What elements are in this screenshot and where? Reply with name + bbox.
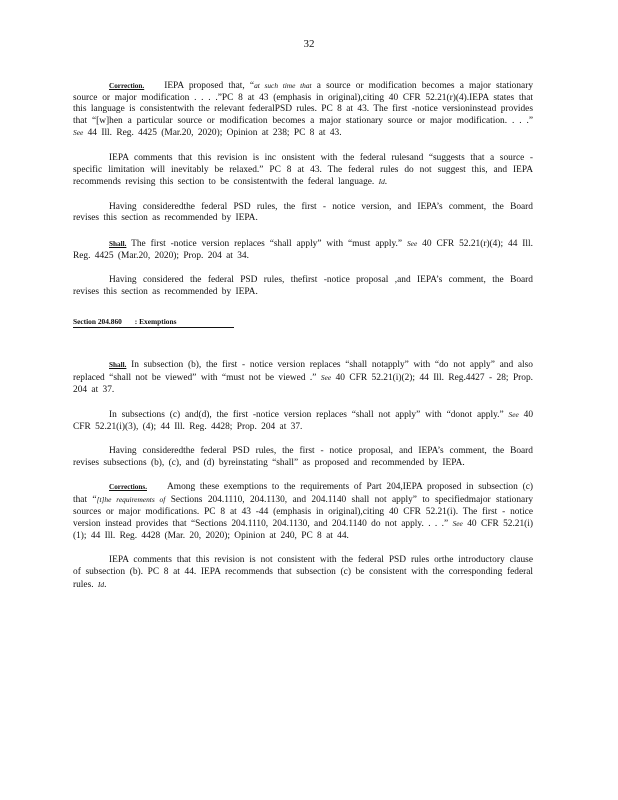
paragraph-text: In subsection (b), the first - notice version replaces “shall notapply” with “do not apply” and also replaced “shall not be viewed” with “must not be viewed .”	[73, 360, 533, 383]
paragraph-text: 40 CFR 52.21(i)(1); 44 Ill. Reg. 4428 (Mar. 20, 2020); Opinion at 240, PC 8 at 44.	[73, 519, 534, 541]
paragraph-shall	[73, 360, 533, 396]
citation-signal: See	[508, 410, 519, 420]
paragraph-text: 44 Ill. Reg. 4425 (Mar.20, 2020); Opinion at 238; PC 8 at 43.	[87, 128, 342, 139]
paragraph-text: IEPA proposed that, “	[164, 81, 255, 91]
paragraph-text: .	[104, 579, 107, 590]
italic-quote: [t]he requirements of	[96, 495, 166, 505]
citation-signal: See	[73, 128, 84, 138]
paragraph-board-decision	[73, 275, 533, 298]
paragraph-text: Having consideredthe federal PSD rules, the first - notice version, and IEPA’s comment, the Board revises this section as recommended by IEPA.	[73, 201, 533, 224]
paragraph-heading: Shall.	[109, 361, 127, 370]
document-body	[73, 80, 533, 604]
paragraph-text: The first -notice version replaces “shall apply” with “must apply.”	[131, 238, 403, 249]
paragraph-heading: Shall.	[109, 239, 127, 248]
paragraph-text: Among these exemptions to the requirements of Part 204,IEPA proposed in subsection (c) that “	[73, 482, 533, 506]
section-heading	[73, 316, 234, 328]
paragraph-heading: Corrections.	[109, 483, 147, 492]
paragraph-board-decision	[73, 202, 533, 225]
paragraph-text: In subsections (c) and(d), the first -notice version replaces “shall not apply” with “donot apply.”	[109, 410, 504, 421]
paragraph-text: .	[384, 177, 388, 188]
paragraph-text: Sections 204.1110, 204.1130, and 204.1140 shall not apply” to specifiedmajor stationary sources or major modifications. PC 8 at 43 -44 (emphasis in original),citing 40 CFR 52.21(i). The first - notice version instead provides that “Sections 204.1110, 204.1130, and 204.1140 do not apply. . . .”	[73, 495, 534, 530]
paragraph-text: 40 CFR 52.21(i)(2); 44 Ill. Reg.4427 - 28; Prop. 204 at 37.	[73, 372, 534, 395]
paragraph-text: Having considered the federal PSD rules, thefirst -notice proposal ,and IEPA’s comment, the Board revises this section as recommended by IEPA.	[73, 275, 533, 297]
paragraph-text: 40 CFR 52.21(r)(4); 44 Ill. Reg. 4425 (Mar.20, 2020); Prop. 204 at 34.	[73, 238, 533, 261]
citation-signal: See	[452, 519, 463, 529]
citation-signal: Id	[378, 177, 385, 187]
paragraph-text: IEPA comments that this revision is not consistent with the federal PSD rules orthe introductory clause of subsection (b). PC 8 at 44. IEPA recommends that subsection (c) be consistent with the corresponding federal rules.	[73, 555, 533, 590]
paragraph-iepa-comment	[73, 153, 533, 189]
citation-signal: Id	[97, 579, 105, 589]
section-title: : Exemptions	[134, 317, 177, 327]
paragraph-heading: Correction.	[109, 82, 145, 90]
paragraph-shall	[73, 238, 533, 262]
section-label: Section 204.860	[73, 317, 122, 327]
paragraph-iepa-comment	[73, 555, 533, 591]
paragraph-correction	[73, 80, 533, 140]
paragraph-text: Having consideredthe federal PSD rules, the first - notice proposal, and IEPA’s comment, the Board revises subsections (b), (c), and (d) byreinstating “shall” as proposed and recommended by IEPA.	[73, 446, 533, 468]
paragraph-corrections	[73, 482, 533, 542]
citation-signal: See	[320, 372, 332, 382]
paragraph-subsections	[73, 409, 533, 433]
citation-signal: See	[406, 238, 418, 248]
paragraph-board-decision	[73, 446, 533, 469]
paragraph-text: IEPA comments that this revision is inc onsistent with the federal rulesand “suggests that a source -specific limitation will inevitably be relaxed.” PC 8 at 43. The federal rules do not suggest this, and IEPA recommends revising this section to be consistentwith the federal language.	[73, 152, 533, 188]
paragraph-text: 40 CFR 52.21(i)(3), (4); 44 Ill. Reg. 4428; Prop. 204 at 37.	[73, 410, 533, 432]
page-number: 32	[303, 38, 315, 50]
paragraph-text: a source or modification becomes a major stationary source or major modification . . . .”PC 8 at 43 (emphasis in original),citing 40 CFR 52.21(r)(4).IEPA states that this language is consistentwith the relevant federalPSD rules. PC 8 at 43. The first -notice versioninstead provides that “[w]hen a particular source or modification becomes a major stationary source or major modification. . . .”	[73, 81, 534, 126]
italic-quote: at such time that	[254, 81, 312, 90]
